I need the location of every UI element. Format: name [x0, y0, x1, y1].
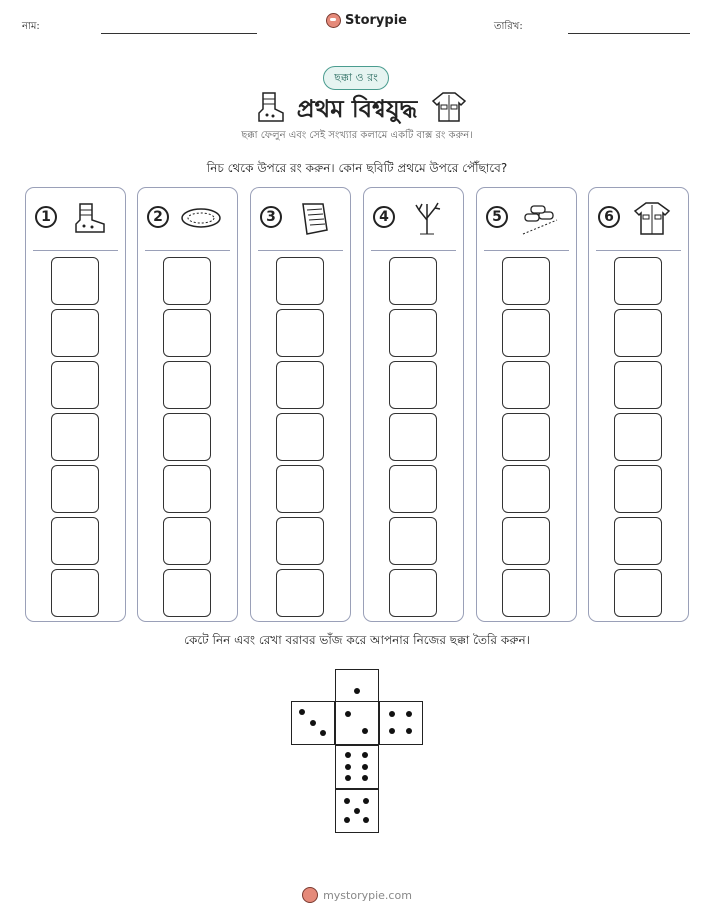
column-number: 6: [598, 206, 620, 228]
color-box[interactable]: [276, 361, 324, 409]
color-box[interactable]: [389, 517, 437, 565]
military-jacket-icon: [431, 91, 467, 123]
die-pip: [406, 728, 412, 734]
race-column-2: [137, 187, 238, 622]
die-pip: [345, 775, 351, 781]
color-box[interactable]: [163, 361, 211, 409]
die-pip: [345, 711, 351, 717]
race-column-5: [476, 187, 577, 622]
column-divider: [484, 250, 569, 251]
color-box[interactable]: [502, 257, 550, 305]
die-pip: [362, 764, 368, 770]
color-box[interactable]: [389, 569, 437, 617]
color-box[interactable]: [163, 309, 211, 357]
die-face-4: [379, 701, 423, 745]
die-pip: [362, 775, 368, 781]
race-column-3: [250, 187, 351, 622]
die-face-5: [335, 789, 379, 833]
color-box[interactable]: [51, 465, 99, 513]
color-box[interactable]: [163, 517, 211, 565]
color-box[interactable]: [276, 569, 324, 617]
bear-logo-icon: [302, 887, 318, 903]
boot-icon: [68, 200, 110, 236]
die-pip: [310, 720, 316, 726]
color-box[interactable]: [614, 413, 662, 461]
race-column-1: [25, 187, 126, 622]
color-box[interactable]: [502, 517, 550, 565]
die-pip: [354, 808, 360, 814]
die-pip: [345, 752, 351, 758]
color-box[interactable]: [389, 257, 437, 305]
race-column-4: [363, 187, 464, 622]
color-box[interactable]: [51, 569, 99, 617]
color-box[interactable]: [614, 257, 662, 305]
color-box[interactable]: [276, 517, 324, 565]
color-box[interactable]: [51, 309, 99, 357]
color-box[interactable]: [389, 361, 437, 409]
die-pip: [344, 798, 350, 804]
name-label: নাম:: [22, 21, 40, 32]
column-divider: [258, 250, 343, 251]
bear-logo-icon: [326, 13, 341, 28]
brand-name: Storypie: [345, 13, 407, 28]
die-pip: [362, 728, 368, 734]
color-box[interactable]: [276, 413, 324, 461]
die-pip: [354, 688, 360, 694]
page-title: প্রথম বিশ্বযুদ্ধ: [296, 95, 418, 123]
die-pip: [320, 730, 326, 736]
color-box[interactable]: [163, 465, 211, 513]
color-box[interactable]: [389, 465, 437, 513]
color-box[interactable]: [276, 465, 324, 513]
trench-icon: [180, 200, 222, 236]
color-box[interactable]: [389, 309, 437, 357]
color-box[interactable]: [163, 257, 211, 305]
bare-tree-icon: [406, 200, 448, 236]
brand-logo: [326, 13, 407, 28]
die-pip: [362, 752, 368, 758]
column-number: 5: [486, 206, 508, 228]
color-box[interactable]: [163, 569, 211, 617]
color-box[interactable]: [502, 413, 550, 461]
color-box[interactable]: [614, 309, 662, 357]
color-box[interactable]: [502, 309, 550, 357]
date-line[interactable]: [568, 33, 690, 34]
die-pip: [344, 817, 350, 823]
color-box[interactable]: [502, 465, 550, 513]
column-number: 1: [35, 206, 57, 228]
military-jacket-icon: [631, 200, 673, 236]
color-box[interactable]: [389, 413, 437, 461]
die-face-6: [335, 745, 379, 789]
column-divider: [33, 250, 118, 251]
activity-badge: ছক্কা ও রং: [323, 66, 389, 90]
color-box[interactable]: [502, 361, 550, 409]
name-line[interactable]: [101, 33, 257, 34]
color-box[interactable]: [502, 569, 550, 617]
color-box[interactable]: [614, 465, 662, 513]
page-subtitle: ছক্কা ফেলুন এবং সেই সংখ্যার কলামে একটি বাক্স রং করুন।: [241, 130, 473, 141]
color-box[interactable]: [276, 257, 324, 305]
column-divider: [596, 250, 681, 251]
die-pip: [299, 709, 305, 715]
color-box[interactable]: [614, 569, 662, 617]
color-box[interactable]: [276, 309, 324, 357]
sandbag-icon: [519, 200, 561, 236]
die-pip: [345, 764, 351, 770]
race-instruction: নিচ থেকে উপরে রং করুন। কোন ছবিটি প্রথমে উপরে পৌঁছাবে?: [206, 161, 508, 175]
die-face-2: [335, 701, 379, 745]
column-number: 4: [373, 206, 395, 228]
race-column-6: [588, 187, 689, 622]
cut-instruction: কেটে নিন এবং রেখা বরাবর ভাঁজ করে আপনার নিজের ছক্কা তৈরি করুন।: [184, 633, 530, 647]
die-pip: [389, 711, 395, 717]
color-box[interactable]: [163, 413, 211, 461]
die-pip: [389, 728, 395, 734]
die-pip: [363, 798, 369, 804]
footer: [0, 887, 714, 903]
color-box[interactable]: [51, 413, 99, 461]
column-divider: [371, 250, 456, 251]
die-pip: [406, 711, 412, 717]
column-number: 2: [147, 206, 169, 228]
die-face-3: [291, 701, 335, 745]
column-number: 3: [260, 206, 282, 228]
color-box[interactable]: [51, 361, 99, 409]
color-box[interactable]: [614, 361, 662, 409]
date-label: তারিখ:: [494, 21, 523, 32]
color-box[interactable]: [51, 517, 99, 565]
footer-url[interactable]: mystorypie.com: [323, 888, 412, 902]
die-pip: [363, 817, 369, 823]
color-box[interactable]: [614, 517, 662, 565]
letter-icon: [293, 200, 335, 236]
column-divider: [145, 250, 230, 251]
color-box[interactable]: [51, 257, 99, 305]
